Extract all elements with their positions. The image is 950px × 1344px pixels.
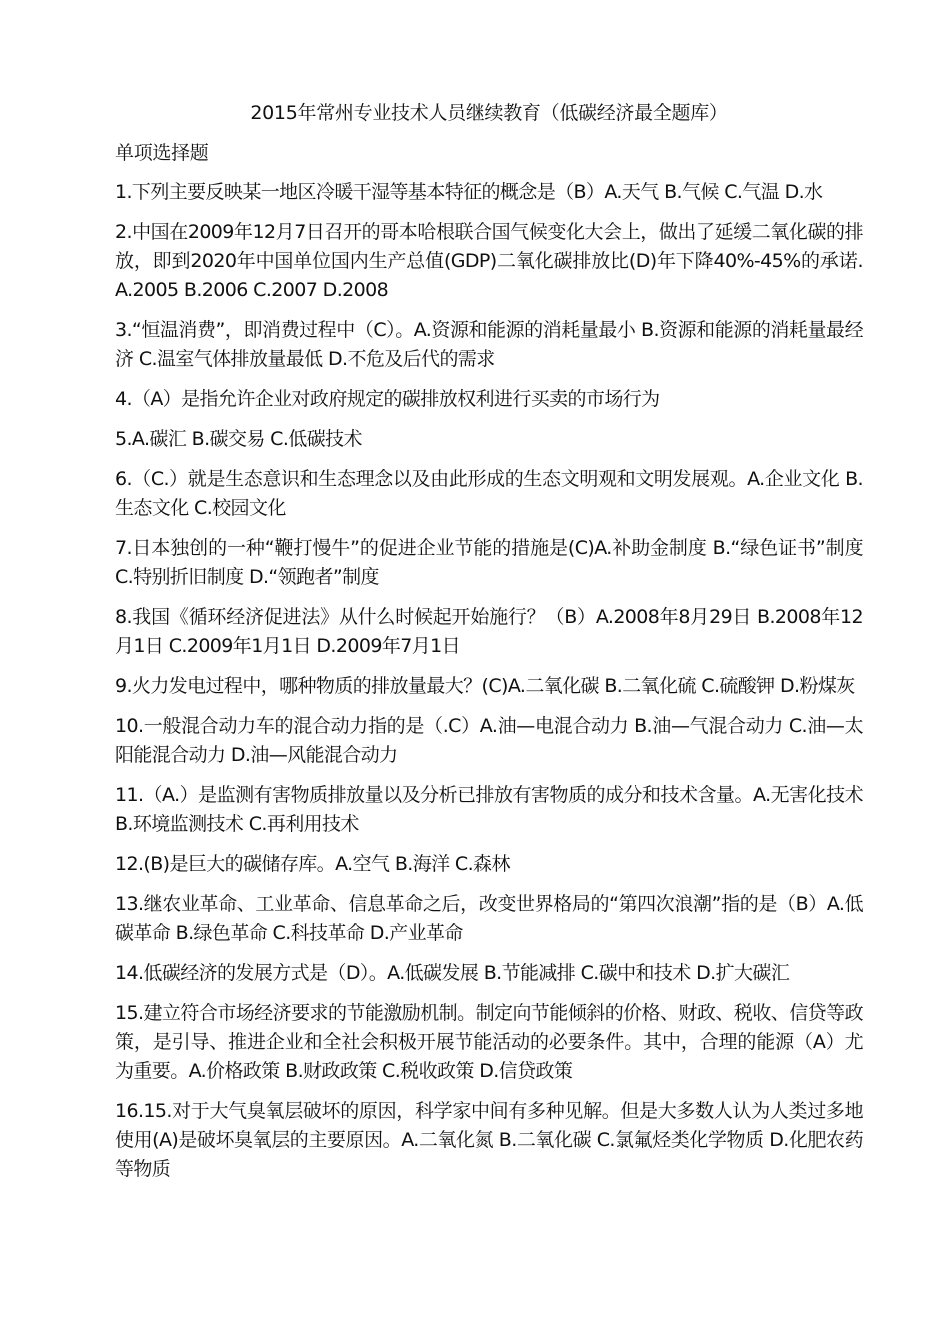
question-14: 14.低碳经济的发展方式是（D）。A.低碳发展 B.节能减排 C.碳中和技术 D.扩大碳汇 — [115, 962, 790, 984]
question-1: 1.下列主要反映某一地区冷暖干湿等基本特征的概念是（B）A.天气 B.气候 C.气温 D.水 — [115, 181, 823, 203]
question-15: 15.建立符合市场经济要求的节能激励机制。制定向节能倾斜的价格、财政、税收、信贷等政策，是引导、推进企业和全社会积极开展节能活动的必要条件。其中，合理的能源（A）尤为重要。A.价格政策 B.财政政策 C.税收政策 D.信贷政策 — [115, 1002, 863, 1082]
question-2: 2.中国在2009年12月7日召开的哥本哈根联合国气候变化大会上，做出了延缓二氧化碳的排放，即到2020年中国单位国内生产总值(GDP)二氧化碳排放比(D)年下降40%-45%的承诺.A.2005 B.2006 C.2007 D.2008 — [115, 221, 863, 301]
question-3: 3.“恒温消费”，即消费过程中（C）。A.资源和能源的消耗量最小 B.资源和能源的消耗量最经济 C.温室气体排放量最低 D.不危及后代的需求 — [115, 319, 863, 370]
question-12: 12.(B)是巨大的碳储存库。A.空气 B.海洋 C.森林 — [115, 853, 510, 875]
question-4: 4.（A）是指允许企业对政府规定的碳排放权利进行买卖的市场行为 — [115, 388, 660, 410]
question-7: 7.日本独创的一种“鞭打慢牛”的促进企业节能的措施是(C)A.补助金制度 B.“绿色证书”制度 C.特别折旧制度 D.“领跑者”制度 — [115, 537, 863, 588]
question-11: 11.（A.）是监测有害物质排放量以及分析已排放有害物质的成分和技术含量。A.无害化技术 B.环境监测技术 C.再利用技术 — [115, 784, 863, 835]
document-page — [115, 98, 863, 1195]
question-8: 8.我国《循环经济促进法》从什么时候起开始施行？（B）A.2008年8月29日 B.2008年12月1日 C.2009年1月1日 D.2009年7月1日 — [115, 606, 863, 657]
question-13: 13.继农业革命、工业革命、信息革命之后，改变世界格局的“第四次浪潮”指的是（B）A.低碳革命 B.绿色革命 C.科技革命 D.产业革命 — [115, 893, 863, 944]
question-6: 6.（C.）就是生态意识和生态理念以及由此形成的生态文明观和文明发展观。A.企业文化 B.生态文化 C.校园文化 — [115, 468, 863, 519]
question-5: 5.A.碳汇 B.碳交易 C.低碳技术 — [115, 428, 362, 450]
question-10: 10.一般混合动力车的混合动力指的是（.C）A.油—电混合动力 B.油—气混合动力 C.油—太阳能混合动力 D.油—风能混合动力 — [115, 715, 863, 766]
document-title: 2015年常州专业技术人员继续教育（低碳经济最全题库） — [250, 102, 728, 124]
section-title: 单项选择题 — [115, 142, 209, 164]
question-16: 16.15.对于大气臭氧层破坏的原因，科学家中间有多种见解。但是大多数人认为人类过多地使用(A)是破坏臭氧层的主要原因。A.二氧化氮 B.二氧化碳 C.氯氟烃类化学物质 D.化肥农药等物质 — [115, 1100, 863, 1180]
question-9: 9.火力发电过程中，哪种物质的排放量最大？(C)A.二氧化碳 B.二氧化硫 C.硫酸钾 D.粉煤灰 — [115, 675, 855, 697]
